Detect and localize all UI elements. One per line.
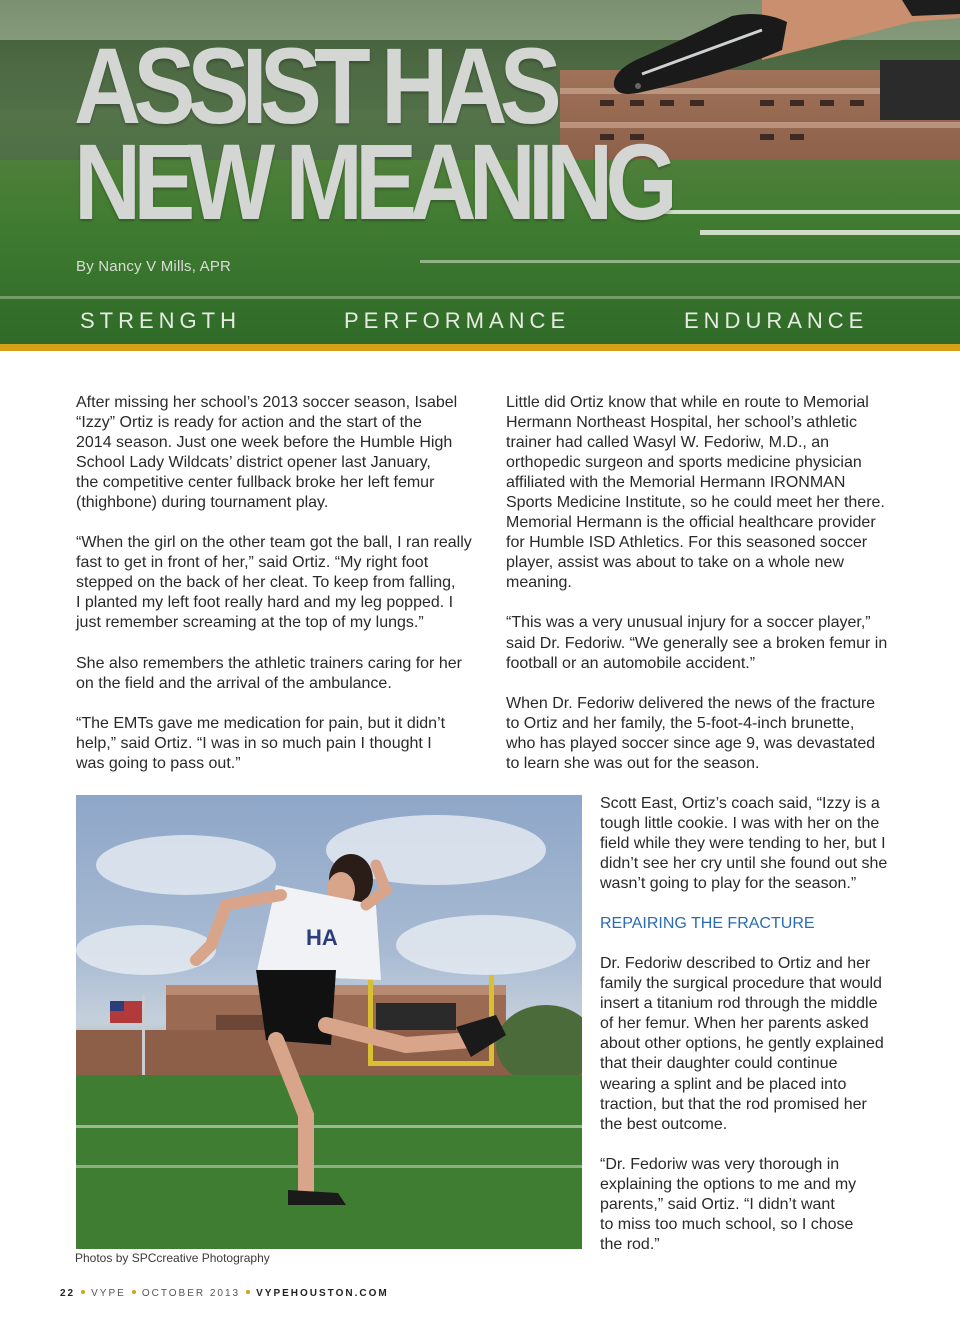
magazine-name: VYPE <box>91 1288 126 1299</box>
photo-credit: Photos by SPCcreative Photography <box>75 1251 270 1265</box>
paragraph: “Dr. Fedoriw was very thorough in explaining the options to me and my parents,” said Ortiz. “I didn’t want to miss too much school, so I chose the rod.” <box>600 1155 857 1253</box>
paragraph: Dr. Fedoriw described to Ortiz and her family the surgical procedure that would insert a titanium rod through the middle of her femur. When her parents asked about other options, he gently explained that their daughter could continue wearing a splint and be placed into traction, but that the rod promised her the best outcome. <box>600 955 884 1133</box>
paragraph: “When the girl on the other team got the ball, I ran really fast to get in front of her,” said Ortiz. “My right foot stepped on the back of her cleat. To keep from falling, I planted my left foot really hard and my leg popped. I just remember screaming at the top of my lungs.” <box>76 534 472 632</box>
shirt-lettering: HA <box>306 925 338 950</box>
article-column-left <box>76 393 488 794</box>
section-tags <box>78 308 938 338</box>
headline-line-1: ASSIST HAS <box>74 25 554 146</box>
tag-strength: STRENGTH <box>80 308 241 333</box>
article-byline: By Nancy V Mills, APR <box>76 258 232 275</box>
hero-banner <box>0 0 960 344</box>
paragraph: Little did Ortiz know that while en route to Memorial Hermann Northeast Hospital, her school’s athletic trainer had called Wasyl W. Fedoriw, M.D., an orthopedic surgeon and sports medicine physician affiliated with the Memorial Hermann IRONMAN Sports Medicine Institute, so he could meet her there. Memorial Hermann is the official healthcare provider for Humble ISD Athletics. For this seasoned soccer player, assist was about to take on a whole new meaning. <box>506 394 885 592</box>
tag-endurance: ENDURANCE <box>684 308 869 333</box>
footer-separator-dot <box>132 1290 136 1294</box>
gold-divider-bar <box>0 344 960 351</box>
article-column-lower-right <box>600 794 920 1275</box>
tag-performance: PERFORMANCE <box>344 308 571 333</box>
page-footer <box>60 1288 389 1299</box>
paragraph: “This was a very unusual injury for a soccer player,” said Dr. Fedoriw. “We generally see a broken femur in football or an automobile accident.” <box>506 614 888 672</box>
soccer-player-photo <box>76 795 582 1249</box>
section-subhead: REPAIRING THE FRACTURE <box>600 915 815 933</box>
photo-scene <box>76 795 582 1249</box>
article-headline <box>74 25 670 242</box>
paragraph: Scott East, Ortiz’s coach said, “Izzy is a tough little cookie. I was with her on the field while they were tending to her, but I didn’t see her cry until she found out she wasn’t going to play for the season.” <box>600 795 888 893</box>
paragraph: After missing her school’s 2013 soccer season, Isabel “Izzy” Ortiz is ready for action and the start of the 2014 season. Just one week before the Humble High School Lady Wildcats’ district opener last January, the competitive center fullback broke her left femur (thighbone) during tournament play. <box>76 394 458 512</box>
paragraph: She also remembers the athletic trainers caring for her on the field and the arrival of the ambulance. <box>76 654 462 692</box>
headline-line-2: NEW MEANING <box>74 121 670 242</box>
page-number: 22 <box>60 1288 76 1299</box>
issue-date: OCTOBER 2013 <box>141 1288 241 1299</box>
paragraph: When Dr. Fedoriw delivered the news of the fracture to Ortiz and her family, the 5-foot-4-inch brunette, who has played soccer since age 9, was devastated to learn she was out for the season. <box>506 694 876 772</box>
website-link[interactable]: VYPEHOUSTON.COM <box>256 1288 389 1299</box>
footer-separator-dot <box>81 1290 85 1294</box>
paragraph: “The EMTs gave me medication for pain, but it didn’t help,” said Ortiz. “I was in so much pain I thought I was going to pass out.” <box>76 714 446 772</box>
article-column-right <box>506 393 916 794</box>
footer-separator-dot <box>246 1290 250 1294</box>
